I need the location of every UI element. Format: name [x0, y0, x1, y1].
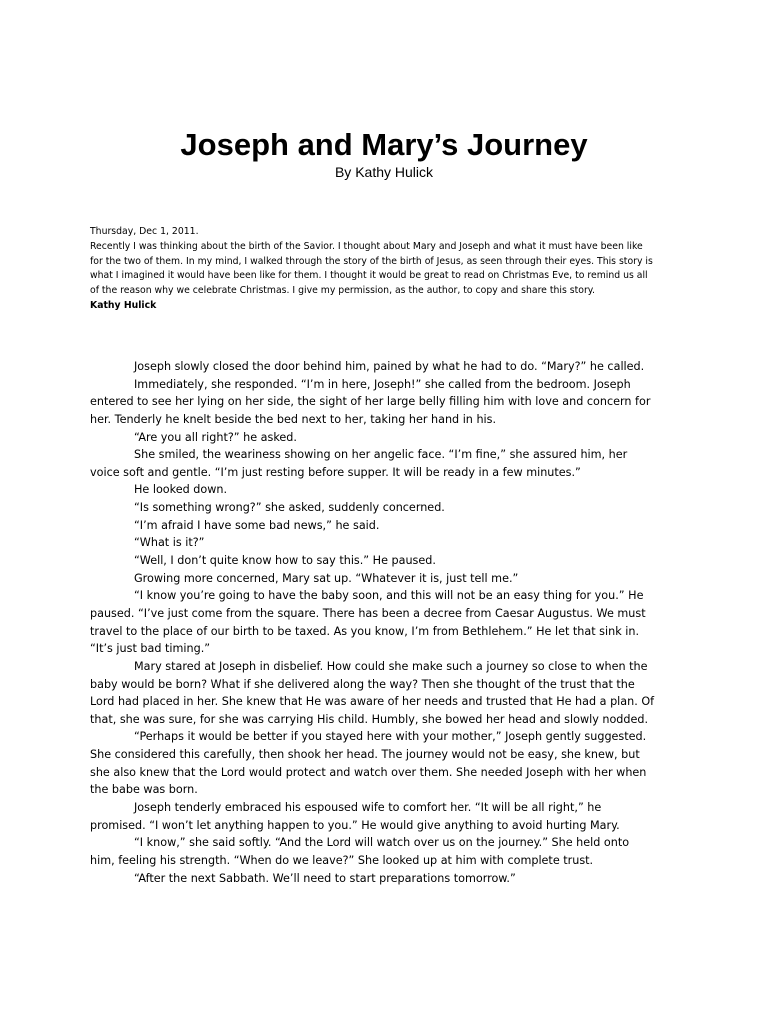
story-line: him, feeling his strength. “When do we leave?” She looked up at him with complete trust.	[90, 853, 594, 867]
story-line: Growing more concerned, Mary sat up. “Whatever it is, just tell me.”	[134, 571, 519, 585]
story-body	[90, 358, 690, 887]
story-line: “Are you all right?” he asked.	[134, 430, 297, 444]
preface-line: what I imagined it would have been like for them. I thought it would be great to read on Christmas Eve, to remind us all	[90, 270, 648, 282]
preface-date: Thursday, Dec 1, 2011.	[90, 226, 199, 237]
story-line: travel to the place of our birth to be taxed. As you know, I’m from Bethlehem.” He let that sink in.	[90, 624, 639, 638]
story-line: “Well, I don’t quite know how to say this.” He paused.	[134, 554, 436, 568]
story-line: the babe was born.	[90, 783, 198, 797]
story-line: that, she was sure, for she was carrying His child. Humbly, she bowed her head and slowly nodded.	[90, 712, 649, 726]
preface-line: of the reason why we celebrate Christmas. I give my permission, as the author, to copy and share this story.	[90, 285, 595, 297]
story-line: Joseph slowly closed the door behind him, pained by what he had to do. “Mary?” he called.	[134, 360, 645, 373]
story-line: She smiled, the weariness showing on her angelic face. “I’m fine,” she assured him, her	[134, 448, 628, 462]
story-line: her. Tenderly he knelt beside the bed next to her, taking her hand in his.	[90, 412, 497, 426]
story-line: promised. “I won’t let anything happen to you.” He would give anything to avoid hurting Mary.	[90, 818, 620, 832]
story-line: entered to see her lying on her side, the sight of her large belly filling him with love and concern for	[90, 395, 651, 409]
story-line: “I know,” she said softly. “And the Lord will watch over us on the journey.” She held onto	[134, 836, 630, 850]
story-line: “It’s just bad timing.”	[90, 642, 211, 656]
story-line: She considered this carefully, then shook her head. The journey would not be easy, she knew, but	[90, 748, 640, 762]
preface-section	[90, 225, 690, 314]
story-line: she also knew that the Lord would protect and watch over them. She needed Joseph with her when	[90, 765, 647, 779]
story-line: paused. “I’ve just come from the square. There has been a decree from Caesar Augustus. We must	[90, 606, 646, 620]
story-line: “What is it?”	[134, 536, 205, 550]
story-line: “After the next Sabbath. We’ll need to start preparations tomorrow.”	[134, 871, 516, 885]
story-line: Immediately, she responded. “I’m in here, Joseph!” she called from the bedroom. Joseph	[134, 377, 631, 391]
story-line: voice soft and gentle. “I’m just resting before supper. It will be ready in a few minutes.”	[90, 465, 581, 479]
story-line: Lord had placed in her. She knew that He was aware of her needs and trusted that He had a plan. Of	[90, 695, 655, 709]
story-line: “I’m afraid I have some bad news,” he said.	[134, 518, 380, 532]
story-line: “Perhaps it would be better if you stayed here with your mother,” Joseph gently suggested.	[134, 730, 647, 744]
story-line: “Is something wrong?” she asked, suddenly concerned.	[134, 501, 445, 515]
document-byline: By Kathy Hulick	[334, 164, 434, 180]
story-line: “I know you’re going to have the baby soon, and this will not be an easy thing for you.” He	[134, 589, 644, 603]
story-line: Mary stared at Joseph in disbelief. How could she make such a journey so close to when the	[134, 659, 648, 673]
document-title: Joseph and Mary’s Journey	[180, 127, 588, 162]
story-line: He looked down.	[134, 483, 228, 497]
story-line: baby would be born? What if she delivered along the way? Then she thought of the trust that the	[90, 677, 635, 691]
preface-author: Kathy Hulick	[90, 299, 157, 311]
story-line: Joseph tenderly embraced his espoused wife to comfort her. “It will be all right,” he	[134, 801, 602, 815]
preface-line: Recently I was thinking about the birth of the Savior. I thought about Mary and Joseph and what it must have been like	[90, 240, 643, 252]
preface-line: for the two of them. In my mind, I walked through the story of the birth of Jesus, as seen through their eyes. This story is	[90, 255, 653, 267]
